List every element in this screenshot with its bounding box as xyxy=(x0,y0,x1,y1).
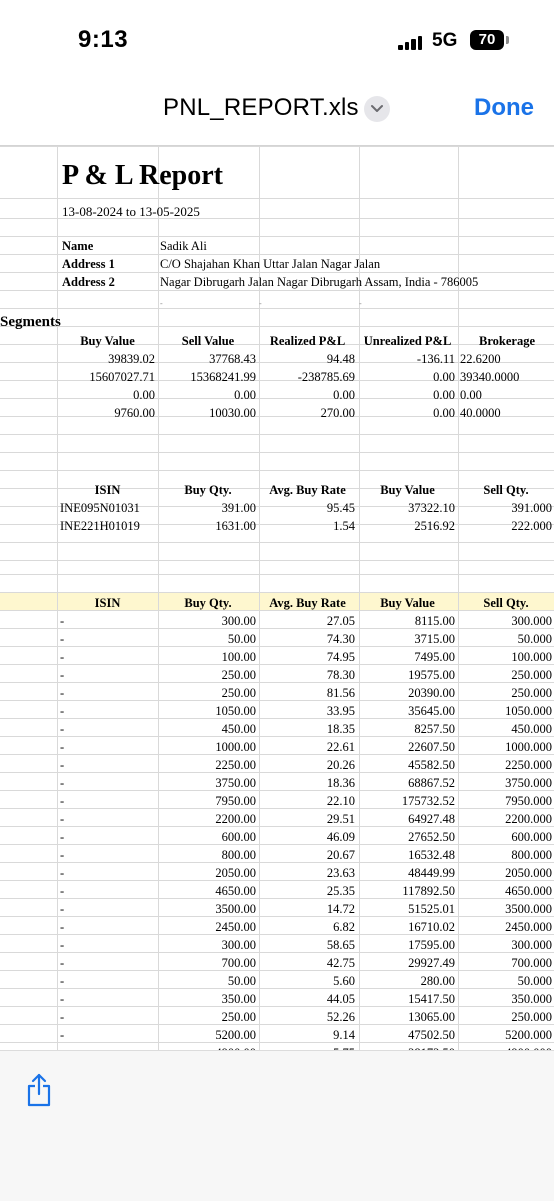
info-value-address2: Nagar Dibrugarh Jalan Nagar Dibrugarh Assam, India - 786005 xyxy=(160,275,479,289)
table-cell: 2050.000 xyxy=(505,866,552,880)
share-icon xyxy=(26,1073,52,1107)
table-cell: 94.48 xyxy=(326,352,355,366)
table-cell: 4650.000 xyxy=(505,884,552,898)
table-cell: 10030.00 xyxy=(209,406,256,420)
column-header: Buy Qty. xyxy=(184,596,232,610)
grid-row-line xyxy=(0,290,554,291)
status-time: 9:13 xyxy=(78,26,129,53)
table-cell: 3500.000 xyxy=(505,902,552,916)
table-cell: 300.000 xyxy=(511,614,552,628)
grid-row-line xyxy=(0,434,554,435)
battery-tip xyxy=(506,36,509,44)
table-cell: 600.00 xyxy=(221,830,256,844)
info-label-address2: Address 2 xyxy=(62,275,115,289)
table-cell: 117892.50 xyxy=(402,884,455,898)
info-label-name: Name xyxy=(62,239,94,253)
column-header: ISIN xyxy=(94,596,121,610)
table-cell: 45582.50 xyxy=(408,758,455,772)
table-cell: 6.82 xyxy=(333,920,355,934)
column-header: Brokerage xyxy=(478,334,535,348)
table-cell: 20390.00 xyxy=(408,686,455,700)
table-cell: - xyxy=(60,614,65,628)
table-cell: 20.26 xyxy=(326,758,355,772)
table-cell: 29927.49 xyxy=(408,956,455,970)
table-cell: 68867.52 xyxy=(408,776,455,790)
table-cell: 20.67 xyxy=(326,848,355,862)
table-cell: 7950.00 xyxy=(215,794,256,808)
table-cell: 5.60 xyxy=(333,974,355,988)
table-cell: 17595.00 xyxy=(408,938,455,952)
table-cell: 19575.00 xyxy=(408,668,455,682)
table-cell: 25.35 xyxy=(326,884,355,898)
segments-label: Segments xyxy=(0,314,61,330)
table-cell: 18.35 xyxy=(326,722,355,736)
table-cell: 280.00 xyxy=(420,974,455,988)
table-cell: - xyxy=(60,938,65,952)
table-cell: 100.000 xyxy=(511,650,552,664)
table-cell: 50.00 xyxy=(227,632,256,646)
table-cell: 2250.000 xyxy=(505,758,552,772)
table-cell: 33.95 xyxy=(326,704,355,718)
table-cell: - xyxy=(60,758,65,772)
table-cell: 0.00 xyxy=(433,406,455,420)
table-cell: 1000.00 xyxy=(215,740,256,754)
table-cell: 2250.00 xyxy=(215,758,256,772)
grid-column-line xyxy=(57,146,58,1051)
grid-row-line xyxy=(0,542,554,543)
table-cell: 22.61 xyxy=(326,740,355,754)
column-header: Buy Value xyxy=(80,334,135,348)
table-cell: 51525.01 xyxy=(408,902,455,916)
table-cell: 0.00 xyxy=(460,388,482,402)
column-header: Sell Qty. xyxy=(483,596,529,610)
table-cell: INE095N01031 xyxy=(60,501,140,515)
table-cell: 40.0000 xyxy=(460,406,501,420)
table-cell: 250.00 xyxy=(221,668,256,682)
table-cell: 23.63 xyxy=(326,866,355,880)
column-header: Sell Value xyxy=(181,334,235,348)
table-cell: 800.000 xyxy=(511,848,552,862)
battery-icon: 70 xyxy=(470,30,504,50)
table-cell: 16532.48 xyxy=(408,848,455,862)
table-cell: 46.09 xyxy=(326,830,355,844)
grid-row-line xyxy=(0,146,554,147)
column-header: Buy Value xyxy=(380,596,435,610)
done-button[interactable]: Done xyxy=(474,94,534,121)
table-cell: 15368241.99 xyxy=(190,370,256,384)
table-cell: 5200.000 xyxy=(505,1028,552,1042)
table-cell: 1050.00 xyxy=(215,704,256,718)
table-row-cell: 39839.02 xyxy=(108,352,155,366)
table-cell: 7495.00 xyxy=(414,650,455,664)
table-cell: 3750.000 xyxy=(505,776,552,790)
table-cell: 250.000 xyxy=(511,668,552,682)
table-cell: - xyxy=(60,812,65,826)
filler-dash: - xyxy=(259,299,262,308)
table-cell: 50.000 xyxy=(517,974,552,988)
table-cell: 2050.00 xyxy=(215,866,256,880)
table-cell: 37768.43 xyxy=(209,352,256,366)
table-cell: - xyxy=(60,704,65,718)
table-cell: 8115.00 xyxy=(414,614,455,628)
table-cell: 0.00 xyxy=(333,388,355,402)
table-cell: 7950.000 xyxy=(505,794,552,808)
table-cell: - xyxy=(60,740,65,754)
table-cell: 2450.000 xyxy=(505,920,552,934)
table-cell: 3750.00 xyxy=(215,776,256,790)
table-cell: 15417.50 xyxy=(408,992,455,1006)
table-cell: 4650.00 xyxy=(215,884,256,898)
table-cell: 250.00 xyxy=(221,686,256,700)
table-cell: 52.26 xyxy=(326,1010,355,1024)
table-cell: 450.00 xyxy=(221,722,256,736)
table-cell: 81.56 xyxy=(326,686,355,700)
table-cell: 14.72 xyxy=(326,902,355,916)
table-cell: 8257.50 xyxy=(414,722,455,736)
network-type: 5G xyxy=(432,30,458,51)
column-header: Unrealized P&L xyxy=(363,334,452,348)
table-cell: 5200.00 xyxy=(215,1028,256,1042)
table-cell: 16710.02 xyxy=(408,920,455,934)
table-cell: 350.00 xyxy=(221,992,256,1006)
table-cell: 300.00 xyxy=(221,614,256,628)
column-header: Buy Qty. xyxy=(184,483,232,497)
table-cell: - xyxy=(60,632,65,646)
table-cell: 44.05 xyxy=(326,992,355,1006)
table-cell: - xyxy=(60,1010,65,1024)
grid-row-line xyxy=(0,236,554,237)
table-cell: 18.36 xyxy=(326,776,355,790)
table-cell: 450.000 xyxy=(511,722,552,736)
table-cell: 35645.00 xyxy=(408,704,455,718)
table-cell: 22.10 xyxy=(326,794,355,808)
table-cell: 2200.000 xyxy=(505,812,552,826)
grid-row-line xyxy=(0,272,554,273)
table-cell: 47502.50 xyxy=(408,1028,455,1042)
table-cell: 50.00 xyxy=(227,974,256,988)
table-cell: 2450.00 xyxy=(215,920,256,934)
table-cell: 222.000 xyxy=(511,519,552,533)
table-cell: 78.30 xyxy=(326,668,355,682)
table-cell: 1000.000 xyxy=(505,740,552,754)
grid-row-line xyxy=(0,574,554,575)
grid-row-line xyxy=(0,592,554,593)
table-cell: - xyxy=(60,830,65,844)
column-header: Avg. Buy Rate xyxy=(269,483,346,497)
table-cell: 0.00 xyxy=(433,370,455,384)
table-cell: - xyxy=(60,686,65,700)
report-title: P & L Report xyxy=(62,160,223,191)
table-cell: - xyxy=(60,1028,65,1042)
table-cell: 74.30 xyxy=(326,632,355,646)
table-row-cell: 0.00 xyxy=(133,388,155,402)
table-cell: 3715.00 xyxy=(414,632,455,646)
column-header: Realized P&L xyxy=(269,334,346,348)
table-row-cell: 9760.00 xyxy=(114,406,155,420)
table-cell: INE221H01019 xyxy=(60,519,140,533)
filler-dash: - xyxy=(160,299,163,308)
column-header: ISIN xyxy=(94,483,121,497)
table-cell: 1050.000 xyxy=(505,704,552,718)
info-label-address1: Address 1 xyxy=(62,257,115,271)
table-cell: - xyxy=(60,668,65,682)
column-header: Sell Qty. xyxy=(483,483,529,497)
table-cell: 3500.00 xyxy=(215,902,256,916)
filler-dash: - xyxy=(359,299,362,308)
table-cell: - xyxy=(60,722,65,736)
table-cell: -238785.69 xyxy=(297,370,355,384)
table-cell: 300.00 xyxy=(221,938,256,952)
signal-icon xyxy=(398,36,424,50)
table-cell: 2200.00 xyxy=(215,812,256,826)
table-cell: - xyxy=(60,866,65,880)
date-range: 13-08-2024 to 13-05-2025 xyxy=(62,204,200,219)
spreadsheet-view[interactable] xyxy=(0,145,554,1051)
table-cell: - xyxy=(60,920,65,934)
grid-row-line xyxy=(0,326,554,327)
table-cell: - xyxy=(60,902,65,916)
table-cell: 58.65 xyxy=(326,938,355,952)
table-cell: 95.45 xyxy=(326,501,355,515)
table-cell: 100.00 xyxy=(221,650,256,664)
info-value-name: Sadik Ali xyxy=(160,239,207,253)
table-cell: 2516.92 xyxy=(414,519,455,533)
status-bar xyxy=(0,0,554,80)
table-cell: 250.000 xyxy=(511,686,552,700)
table-cell: - xyxy=(60,794,65,808)
table-cell: - xyxy=(60,974,65,988)
table-cell: - xyxy=(60,992,65,1006)
table-cell: 48449.99 xyxy=(408,866,455,880)
bottom-toolbar xyxy=(0,1050,554,1201)
table-cell: 1631.00 xyxy=(215,519,256,533)
grid-row-line xyxy=(0,308,554,309)
table-cell: 600.000 xyxy=(511,830,552,844)
table-cell: 22607.50 xyxy=(408,740,455,754)
table-cell: 27652.50 xyxy=(408,830,455,844)
table-cell: - xyxy=(60,776,65,790)
chevron-down-icon xyxy=(371,105,383,113)
table-cell: 27.05 xyxy=(326,614,355,628)
column-header: Buy Value xyxy=(380,483,435,497)
table-cell: 350.000 xyxy=(511,992,552,1006)
table-cell: 700.000 xyxy=(511,956,552,970)
table-cell: 270.00 xyxy=(320,406,355,420)
table-cell: 700.00 xyxy=(221,956,256,970)
table-cell: 391.00 xyxy=(221,501,256,515)
table-cell: 800.00 xyxy=(221,848,256,862)
table-cell: 250.00 xyxy=(221,1010,256,1024)
table-cell: 0.00 xyxy=(433,388,455,402)
table-cell: 22.6200 xyxy=(460,352,501,366)
grid-row-line xyxy=(0,254,554,255)
share-button[interactable] xyxy=(26,1073,52,1112)
table-cell: - xyxy=(60,956,65,970)
table-cell: 0.00 xyxy=(234,388,256,402)
title-menu-button[interactable] xyxy=(364,96,390,122)
grid-row-line xyxy=(0,198,554,199)
table-cell: - xyxy=(60,848,65,862)
table-cell: 9.14 xyxy=(333,1028,355,1042)
table-cell: 42.75 xyxy=(326,956,355,970)
table-cell: 250.000 xyxy=(511,1010,552,1024)
grid-row-line xyxy=(0,452,554,453)
table-cell: 39340.0000 xyxy=(460,370,520,384)
table-cell: -136.11 xyxy=(416,352,455,366)
table-cell: 29.51 xyxy=(326,812,355,826)
table-row-cell: 15607027.71 xyxy=(89,370,155,384)
table-cell: 64927.48 xyxy=(408,812,455,826)
document-title[interactable]: PNL_REPORT.xls xyxy=(163,94,359,121)
grid-row-line xyxy=(0,470,554,471)
table-cell: - xyxy=(60,884,65,898)
table-cell: 74.95 xyxy=(326,650,355,664)
table-cell: 300.000 xyxy=(511,938,552,952)
table-cell: 175732.52 xyxy=(401,794,455,808)
info-value-address1: C/O Shajahan Khan Uttar Jalan Nagar Jalan xyxy=(160,257,381,271)
table-cell: 50.000 xyxy=(517,632,552,646)
table-cell: 1.54 xyxy=(333,519,355,533)
table-cell: 391.000 xyxy=(511,501,552,515)
table-cell: 13065.00 xyxy=(408,1010,455,1024)
column-header: Avg. Buy Rate xyxy=(269,596,346,610)
table-cell: 37322.10 xyxy=(408,501,455,515)
grid-column-line xyxy=(158,146,159,1051)
grid-row-line xyxy=(0,560,554,561)
table-cell: - xyxy=(60,650,65,664)
